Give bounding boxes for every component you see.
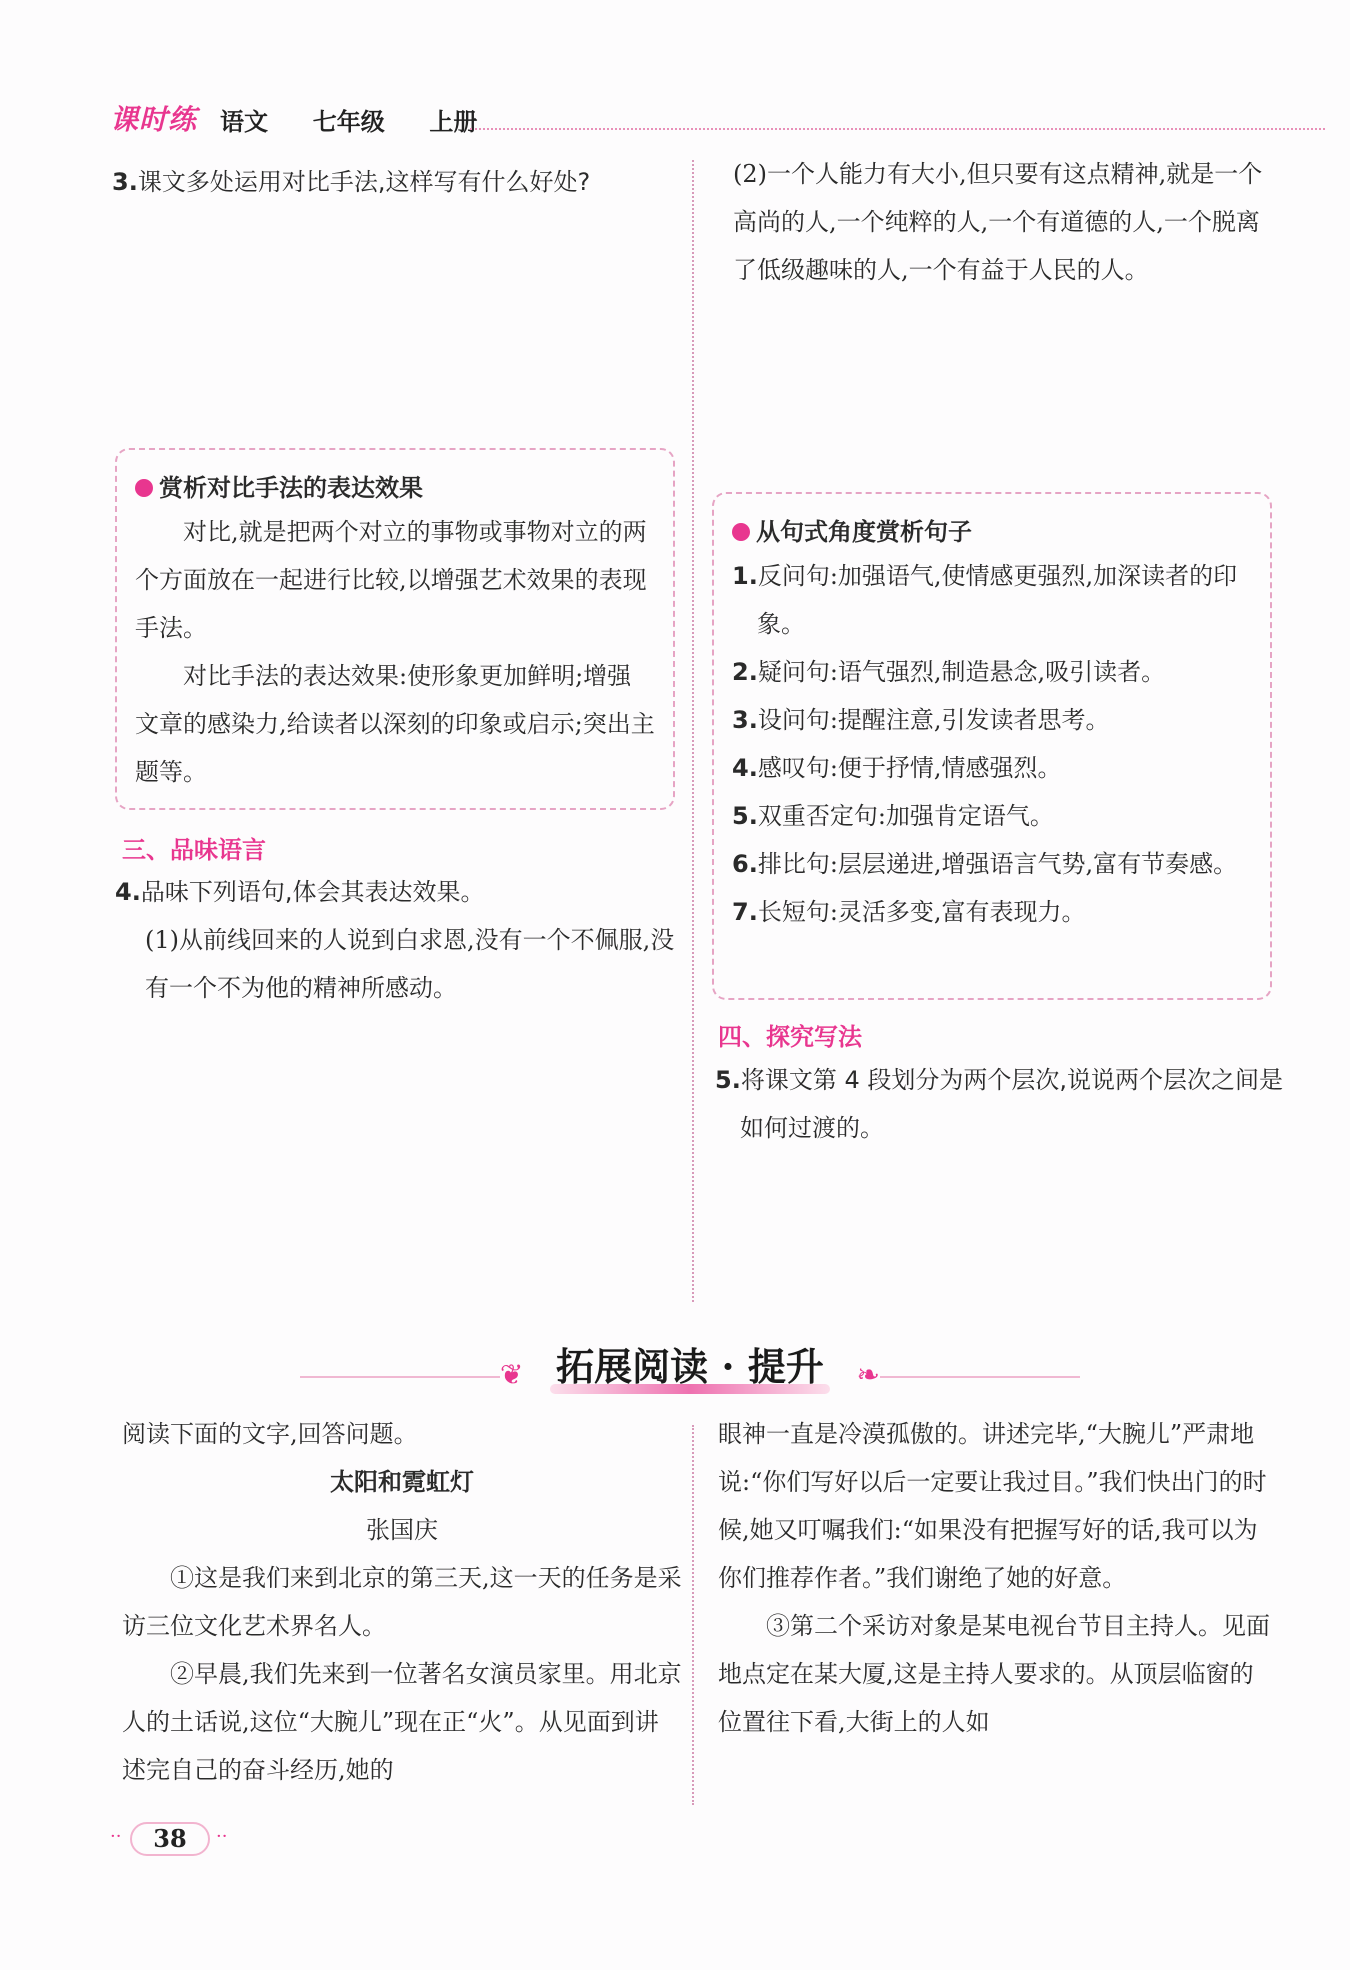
reading-intro: 阅读下面的文字,回答问题。 [122,1420,418,1448]
column-divider [692,160,694,1302]
dots-icon: ·· [110,1826,122,1847]
sentence-2: (2)一个人能力有大小,但只要有这点精神,就是一个高尚的人,一个纯粹的人,一个有道德的人,一个脱离了低级趣味的人,一个有益于人民的人。 [733,160,1263,284]
question-number: 3. [112,168,138,196]
question-5 [715,1056,1300,1152]
story-paragraph: ②早晨,我们先来到一位著名女演员家里。用北京人的土话说,这位“大腕儿”现在正“火”。从见面到讲述完自己的奋斗经历,她的 [122,1660,682,1784]
page-number [110,1820,230,1860]
tip-list-item [732,648,1252,696]
tip-list-item [732,888,1252,936]
bullet-dot-icon [135,479,153,497]
tip-list-item [732,840,1252,888]
brand-logo: 课时练 [110,103,198,136]
column-divider-reading [692,1425,694,1805]
tip-item-text: 感叹句:便于抒情,情感强烈。 [757,754,1062,782]
sentence-1: (1)从前线回来的人说到白求恩,没有一个不佩服,没有一个不为他的精神所感动。 [145,926,675,1002]
tip-paragraph: 对比,就是把两个对立的事物或事物对立的两个方面放在一起进行比较,以增强艺术效果的表现手法。 [135,518,647,642]
tip-item-text: 长短句:灵活多变,富有表现力。 [757,898,1086,926]
tip-box-contrast [115,448,675,810]
tip-item-text: 反问句:加强语气,使情感更强烈,加深读者的印象。 [757,562,1238,638]
tip-item-number: 4. [732,754,758,782]
banner-title: 拓展阅读 · 提升 [556,1344,824,1389]
story-paragraph: ③第二个采访对象是某电视台节目主持人。见面地点定在某大厦,这是主持人要求的。从顶层临窗的位置往下看,大街上的人如 [718,1612,1270,1736]
tip-list [732,552,1252,936]
bullet-dot-icon [732,523,750,541]
story-title: 太阳和霓虹灯 [330,1468,474,1496]
question-number: 4. [115,878,141,906]
section-heading: 三、品味语言 [122,836,266,864]
tip-title-text: 赏析对比手法的表达效果 [159,474,423,502]
flourish-icon: ❧ [856,1358,880,1391]
tip-title [135,468,655,508]
section-banner [300,1336,1080,1396]
tip-list-item [732,792,1252,840]
story-paragraph: 眼神一直是冷漠孤傲的。讲述完毕,“大腕儿”严肃地说:“你们写好以后一定要让我过目。”我们快出门的时候,她又叮嘱我们:“如果没有把握写好的话,我可以为你们推荐作者。”我们谢绝了她的好意。 [718,1420,1267,1592]
question-4 [115,868,710,916]
tip-item-text: 设问句:提醒注意,引发读者思考。 [757,706,1110,734]
reading-left-column [122,1410,682,1794]
tip-item-text: 双重否定句:加强肯定语气。 [757,802,1054,830]
tip-list-item [732,744,1252,792]
tip-item-text: 疑问句:语气强烈,制造悬念,吸引读者。 [757,658,1166,686]
question-number: 5. [715,1066,741,1094]
story-paragraph: ①这是我们来到北京的第三天,这一天的任务是采访三位文化艺术界名人。 [122,1564,682,1640]
tip-item-text: 排比句:层层递进,增强语言气势,富有节奏感。 [757,850,1238,878]
header-rule [470,128,1325,130]
reading-right-column [718,1410,1273,1746]
question-text: 将课文第 4 段划分为两个层次,说说两个层次之间是如何过渡的。 [740,1066,1283,1142]
question-text: 课文多处运用对比手法,这样写有什么好处? [137,168,591,196]
question-text: 品味下列语句,体会其表达效果。 [140,878,485,906]
page-number-text: 38 [153,1824,187,1853]
page-header [110,98,1325,138]
tip-item-number: 1. [732,562,758,590]
header-subject: 语文 七年级 上册 [220,108,478,136]
tip-title [732,512,1252,552]
story-author: 张国庆 [366,1516,438,1544]
tip-list-item [732,552,1252,648]
tip-item-number: 7. [732,898,758,926]
tip-item-number: 5. [732,802,758,830]
tip-item-number: 2. [732,658,758,686]
flourish-icon: ❦ [500,1358,524,1391]
tip-title-text: 从句式角度赏析句子 [756,518,972,546]
tip-paragraph: 对比手法的表达效果:使形象更加鲜明;增强文章的感染力,给读者以深刻的印象或启示;突出主题等。 [135,662,655,786]
section-heading: 四、探究写法 [718,1023,862,1051]
tip-box-sentence-types [712,492,1272,1000]
tip-item-number: 3. [732,706,758,734]
tip-list-item [732,696,1252,744]
banner-rule-right [880,1376,1080,1378]
question-3 [112,158,707,206]
dots-icon: ·· [216,1826,228,1847]
tip-item-number: 6. [732,850,758,878]
